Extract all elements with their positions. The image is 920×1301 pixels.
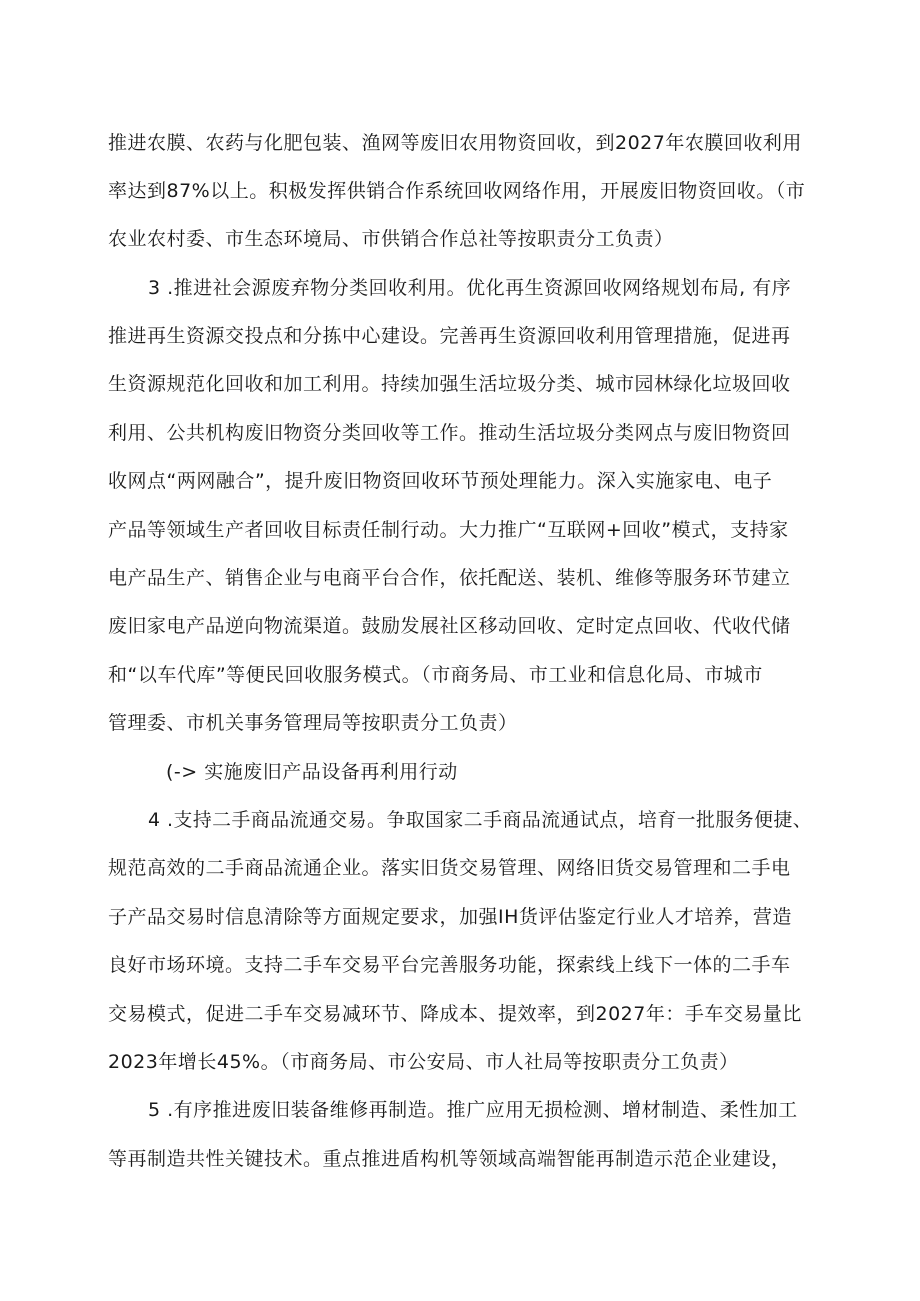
section-heading: (-> 实施废旧产品设备再利用行动 <box>166 761 458 783</box>
text-line: 管理委、市机关事务管理局等按职责分工负责） <box>108 712 518 734</box>
text-line: 良好市场环境。支持二手车交易平台完善服务功能，探索线上线下一体的二手车 <box>108 954 791 976</box>
text-line: 废旧家电产品逆向物流渠道。鼓励发展社区移动回收、定时定点回收、代收代储 <box>108 615 791 637</box>
text-line: 2023年增长45%。（市商务局、市公安局、市人社局等按职责分工负责） <box>108 1051 739 1073</box>
text-line: 农业农村委、市生态环境局、市供销合作总社等按职责分工负责） <box>108 228 674 250</box>
text-line: 推进再生资源交投点和分拣中心建设。完善再生资源回收利用管理措施，促进再 <box>108 325 791 347</box>
text-line: 推进农膜、农药与化肥包装、渔网等废旧农用物资回收，到2027年农膜回收利用 <box>108 132 802 154</box>
text-line: 规范高效的二手商品流通企业。落实旧货交易管理、网络旧货交易管理和二手电 <box>108 857 791 879</box>
text-line: 4 .支持二手商品流通交易。争取国家二手商品流通试点，培育一批服务便捷、 <box>148 809 813 831</box>
text-line: 利用、公共机构废旧物资分类回收等工作。推动生活垃圾分类网点与废旧物资回 <box>108 422 791 444</box>
text-line: 3 .推进社会源废弃物分类回收利用。优化再生资源回收网络规划布局, 有序 <box>148 277 792 299</box>
text-line: 生资源规范化回收和加工利用。持续加强生活垃圾分类、城市园林绿化垃圾回收 <box>108 373 791 395</box>
text-line: 电产品生产、销售企业与电商平台合作，依托配送、装机、维修等服务环节建立 <box>108 567 791 589</box>
text-line: 5 .有序推进废旧装备维修再制造。推广应用无损检测、增材制造、柔性加工 <box>148 1099 798 1121</box>
text-line: 等再制造共性关键技术。重点推进盾构机等领域高端智能再制造示范企业建设， <box>108 1148 791 1170</box>
text-line: 率达到87%以上。积极发挥供销合作系统回收网络作用，开展废旧物资回收。（市 <box>108 180 806 202</box>
text-line: 收网点“两网融合”，提升废旧物资回收环节预处理能力。深入实施家电、电子 <box>108 470 773 492</box>
text-line: 和“以车代库”等便民回收服务模式。（市商务局、市工业和信息化局、市城市 <box>108 664 763 686</box>
text-line: 产品等领域生产者回收目标责任制行动。大力推广“互联网+回收”模式，支持家 <box>108 519 789 541</box>
text-line: 交易模式，促进二手车交易减环节、降成本、提效率，到2027年：手车交易量比 <box>108 1003 802 1025</box>
text-line: 子产品交易时信息清除等方面规定要求，加强IH货评估鉴定行业人才培养，营造 <box>108 906 792 928</box>
